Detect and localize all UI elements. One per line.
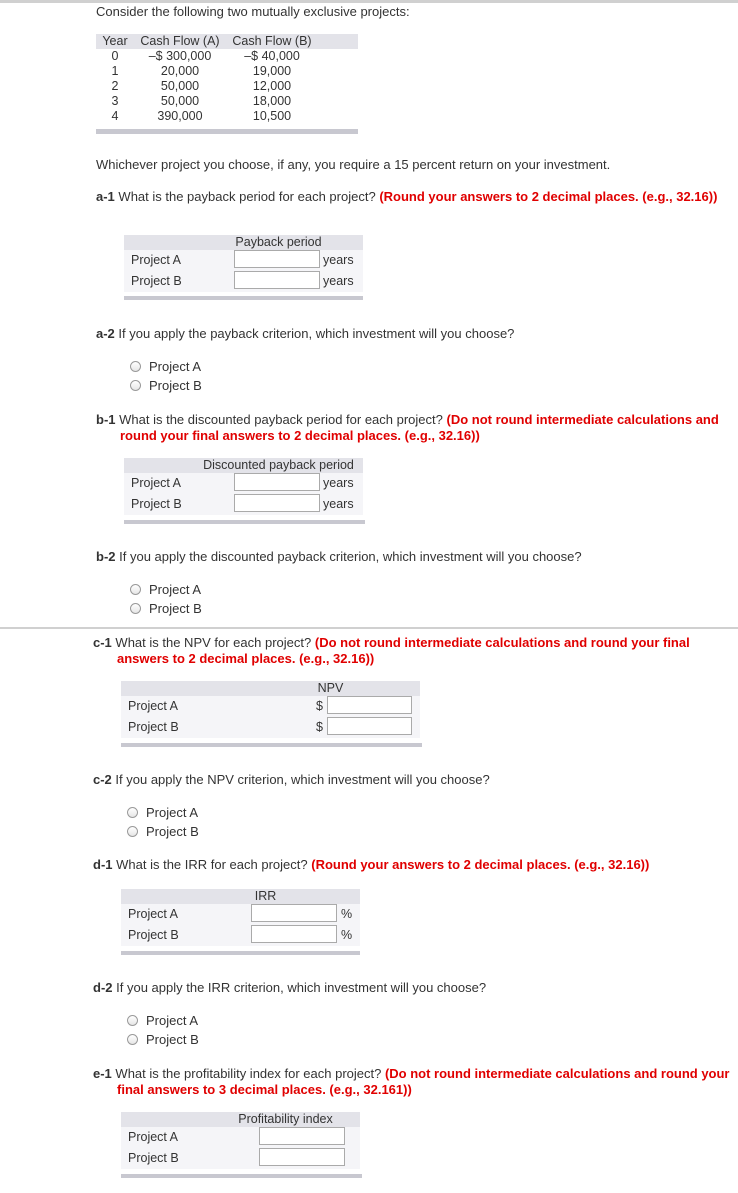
payback-a-input[interactable] bbox=[234, 250, 320, 268]
question-text: What is the profitability index for each project? bbox=[115, 1066, 382, 1081]
radio-label: Project A bbox=[146, 805, 199, 820]
question-number: c-2 bbox=[93, 772, 112, 787]
unit-years: years bbox=[323, 476, 354, 490]
question-text: What is the discounted payback period for each project? bbox=[119, 412, 443, 427]
col-npv: NPV bbox=[121, 681, 420, 696]
radio-b2-project-a[interactable] bbox=[130, 582, 201, 597]
currency-symbol: $ bbox=[316, 720, 323, 734]
radio-a2-project-a[interactable] bbox=[130, 359, 201, 374]
cell-cf-b: –$ 40,000 bbox=[244, 49, 300, 63]
col-cash-flow-a: Cash Flow (A) bbox=[140, 34, 220, 48]
question-number: b-2 bbox=[96, 549, 116, 564]
question-number: d-2 bbox=[93, 980, 113, 995]
cell-year: 2 bbox=[111, 79, 119, 93]
irr-b-input[interactable] bbox=[251, 925, 337, 943]
col-payback-period: Payback period bbox=[124, 235, 363, 250]
table-bottom-bar bbox=[124, 296, 363, 300]
cell-cf-a: 390,000 bbox=[157, 109, 203, 123]
radio-circle-icon[interactable] bbox=[130, 603, 141, 614]
pi-b-input[interactable] bbox=[259, 1148, 345, 1166]
radio-b2-project-b[interactable] bbox=[130, 601, 202, 616]
unit-percent: % bbox=[341, 928, 353, 942]
row-label-project-b: Project B bbox=[128, 1151, 179, 1165]
currency-symbol: $ bbox=[316, 699, 323, 713]
cell-cf-a: 50,000 bbox=[160, 79, 200, 93]
row-label-project-a: Project A bbox=[128, 1130, 179, 1144]
question-text: What is the NPV for each project? bbox=[115, 635, 312, 650]
radio-label: Project A bbox=[149, 359, 202, 374]
radio-c2-project-b[interactable] bbox=[127, 824, 199, 839]
cell-cf-a: –$ 300,000 bbox=[148, 49, 212, 63]
cell-cf-b: 18,000 bbox=[252, 94, 292, 108]
required-return-text: Whichever project you choose, if any, you require a 15 percent return on your investment. bbox=[96, 157, 611, 172]
table-bottom-bar bbox=[96, 129, 358, 134]
question-d2 bbox=[93, 980, 486, 996]
unit-years: years bbox=[323, 274, 354, 288]
cash-flow-header bbox=[96, 34, 358, 49]
table-bottom-bar bbox=[121, 743, 422, 747]
radio-circle-icon[interactable] bbox=[130, 380, 141, 391]
cell-year: 0 bbox=[111, 49, 119, 63]
row-label-project-b: Project B bbox=[128, 720, 179, 734]
question-c2 bbox=[93, 772, 490, 788]
irr-a-input[interactable] bbox=[251, 904, 337, 922]
cell-cf-a: 20,000 bbox=[160, 64, 200, 78]
unit-years: years bbox=[323, 497, 354, 511]
question-a2 bbox=[96, 326, 514, 342]
radio-c2-project-a[interactable] bbox=[127, 805, 198, 820]
rounding-note: (Do not round intermediate calculations and round your final answers to 2 decimal places. (e.g., 32.16)) bbox=[120, 412, 719, 443]
discounted-payback-b-input[interactable] bbox=[234, 494, 320, 512]
npv-b-input[interactable] bbox=[327, 717, 412, 735]
radio-circle-icon[interactable] bbox=[127, 1034, 138, 1045]
table-row bbox=[96, 109, 358, 124]
question-text: If you apply the payback criterion, which investment will you choose? bbox=[118, 326, 515, 341]
question-number: e-1 bbox=[93, 1066, 112, 1081]
col-irr: IRR bbox=[121, 889, 360, 904]
question-number: c-1 bbox=[93, 635, 112, 650]
rounding-note: (Do not round intermediate calculations and round your final answers to 3 decimal places. (e.g., 32.161)) bbox=[117, 1066, 730, 1097]
radio-label: Project B bbox=[149, 378, 202, 393]
cell-year: 3 bbox=[111, 94, 119, 108]
col-discounted-payback: Discounted payback period bbox=[124, 458, 363, 473]
row-label-project-a: Project A bbox=[128, 699, 179, 713]
question-text: What is the IRR for each project? bbox=[116, 857, 308, 872]
table-row bbox=[96, 94, 358, 109]
row-label-project-b: Project B bbox=[131, 274, 182, 288]
table-row bbox=[96, 79, 358, 94]
table-bottom-bar bbox=[121, 951, 360, 955]
unit-percent: % bbox=[341, 907, 353, 921]
row-label-project-b: Project B bbox=[128, 928, 179, 942]
discounted-payback-a-input[interactable] bbox=[234, 473, 320, 491]
section-divider bbox=[0, 627, 738, 629]
radio-label: Project B bbox=[146, 1032, 199, 1047]
question-text: What is the payback period for each project? bbox=[118, 189, 376, 204]
cell-cf-b: 10,500 bbox=[252, 109, 292, 123]
question-text: If you apply the IRR criterion, which investment will you choose? bbox=[116, 980, 487, 995]
question-a1 bbox=[96, 189, 738, 205]
intro-text: Consider the following two mutually exclusive projects: bbox=[96, 4, 410, 19]
cell-year: 1 bbox=[111, 64, 119, 78]
question-d1 bbox=[93, 857, 649, 873]
table-row bbox=[96, 64, 358, 79]
question-text: If you apply the discounted payback criterion, which investment will you choose? bbox=[119, 549, 582, 564]
pi-a-input[interactable] bbox=[259, 1127, 345, 1145]
radio-label: Project B bbox=[149, 601, 202, 616]
row-label-project-b: Project B bbox=[131, 497, 182, 511]
col-profitability-index: Profitability index bbox=[121, 1112, 360, 1127]
col-year: Year bbox=[102, 34, 128, 48]
question-c1 bbox=[93, 635, 738, 667]
payback-b-input[interactable] bbox=[234, 271, 320, 289]
col-cash-flow-b: Cash Flow (B) bbox=[232, 34, 312, 48]
cash-flow-table bbox=[96, 34, 358, 134]
table-bottom-bar bbox=[124, 520, 365, 524]
radio-label: Project B bbox=[146, 824, 199, 839]
unit-years: years bbox=[323, 253, 354, 267]
table-bottom-bar bbox=[121, 1174, 362, 1178]
radio-d2-project-b[interactable] bbox=[127, 1032, 199, 1047]
radio-circle-icon[interactable] bbox=[130, 584, 141, 595]
top-border bbox=[0, 0, 738, 3]
row-label-project-a: Project A bbox=[131, 253, 182, 267]
question-number: a-2 bbox=[96, 326, 115, 341]
cell-cf-a: 50,000 bbox=[160, 94, 200, 108]
npv-a-input[interactable] bbox=[327, 696, 412, 714]
radio-a2-project-b[interactable] bbox=[130, 378, 202, 393]
rounding-note: (Do not round intermediate calculations and round your final answers to 2 decimal places. (e.g., 32.16)) bbox=[117, 635, 690, 666]
radio-circle-icon[interactable] bbox=[127, 807, 138, 818]
rounding-note: (Round your answers to 2 decimal places. (e.g., 32.16)) bbox=[379, 189, 718, 204]
radio-circle-icon[interactable] bbox=[130, 361, 141, 372]
radio-d2-project-a[interactable] bbox=[127, 1013, 198, 1028]
radio-label: Project A bbox=[146, 1013, 199, 1028]
rounding-note: (Round your answers to 2 decimal places. (e.g., 32.16)) bbox=[311, 857, 650, 872]
question-text: If you apply the NPV criterion, which investment will you choose? bbox=[115, 772, 490, 787]
cell-year: 4 bbox=[111, 109, 119, 123]
row-label-project-a: Project A bbox=[128, 907, 179, 921]
cell-cf-b: 19,000 bbox=[252, 64, 292, 78]
cell-cf-b: 12,000 bbox=[252, 79, 292, 93]
radio-circle-icon[interactable] bbox=[127, 826, 138, 837]
question-number: d-1 bbox=[93, 857, 113, 872]
radio-circle-icon[interactable] bbox=[127, 1015, 138, 1026]
radio-label: Project A bbox=[149, 582, 202, 597]
question-number: b-1 bbox=[96, 412, 116, 427]
question-e1 bbox=[93, 1066, 738, 1098]
question-b2 bbox=[96, 549, 582, 565]
row-label-project-a: Project A bbox=[131, 476, 182, 490]
question-b1 bbox=[96, 412, 738, 444]
table-row bbox=[96, 49, 358, 64]
question-number: a-1 bbox=[96, 189, 115, 204]
